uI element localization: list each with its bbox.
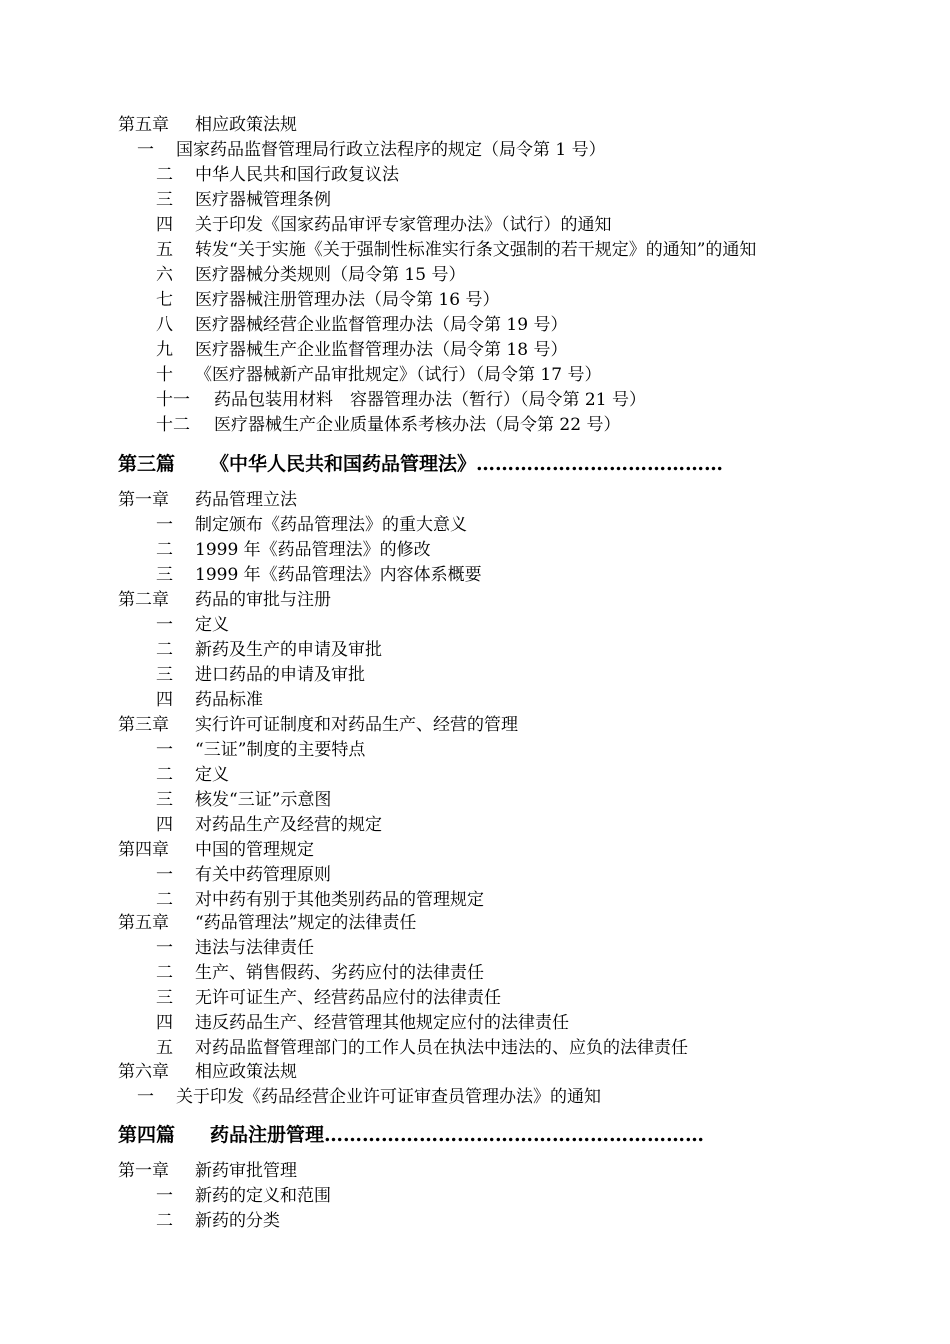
item-number: 一 [156,1186,173,1206]
item-text: 1999 年《药品管理法》的修改 [195,540,431,560]
item-number: 七 [156,290,173,310]
item-number: 四 [156,690,173,710]
item-number: 一 [156,615,173,635]
item-text: 新药的定义和范围 [195,1186,331,1206]
part-number: 第四篇 [118,1124,176,1146]
item-number: 四 [156,815,173,835]
item-number: 二 [156,963,173,983]
chapter-number: 第一章 [118,1161,169,1181]
chapter-title: 药品的审批与注册 [195,590,331,610]
item-text: 违反药品生产、经营管理其他规定应付的法律责任 [195,1013,569,1033]
item-number: 一 [137,1087,154,1107]
item-number: 三 [156,565,173,585]
item-number: 八 [156,315,173,335]
item-number: 一 [137,140,154,160]
item-text: 药品标准 [195,690,263,710]
item-text: 进口药品的申请及审批 [195,665,365,685]
item-text: 国家药品监督管理局行政立法程序的规定（局令第 1 号） [176,140,606,160]
item-text: 对药品生产及经营的规定 [195,815,382,835]
item-number: 四 [156,1013,173,1033]
item-number: 一 [156,515,173,535]
chapter-number: 第五章 [118,115,169,135]
item-text: 转发“关于实施《关于强制性标准实行条文强制的若干规定》的通知”的通知 [195,240,757,260]
item-text: 《医疗器械新产品审批规定》（试行）（局令第 17 号） [195,365,602,385]
item-number: 二 [156,890,173,910]
item-number: 十 [156,365,173,385]
chapter-title: 药品管理立法 [195,490,297,510]
item-number: 三 [156,665,173,685]
item-text: 药品包装用材料 容器管理办法（暂行）（局令第 21 号） [214,390,646,410]
item-text: 定义 [195,615,229,635]
item-number: 十二 [156,415,190,435]
item-text: 医疗器械注册管理办法（局令第 16 号） [195,290,500,310]
chapter-title: 实行许可证制度和对药品生产、经营的管理 [195,715,518,735]
item-text: 关于印发《药品经营企业许可证审查员管理办法》的通知 [176,1087,601,1107]
item-text: 1999 年《药品管理法》内容体系概要 [195,565,482,585]
item-number: 一 [156,938,173,958]
item-text: 生产、销售假药、劣药应付的法律责任 [195,963,484,983]
item-text: 新药及生产的申请及审批 [195,640,382,660]
item-number: 三 [156,988,173,1008]
item-number: 二 [156,765,173,785]
item-text: 中华人民共和国行政复议法 [195,165,399,185]
item-number: 二 [156,165,173,185]
chapter-title: 新药审批管理 [195,1161,297,1181]
chapter-number: 第一章 [118,490,169,510]
item-text: 医疗器械管理条例 [195,190,331,210]
item-text: 医疗器械生产企业监督管理办法（局令第 18 号） [195,340,568,360]
item-number: 一 [156,740,173,760]
item-text: 制定颁布《药品管理法》的重大意义 [195,515,467,535]
item-text: 医疗器械分类规则（局令第 15 号） [195,265,466,285]
item-number: 十一 [156,390,190,410]
item-text: 医疗器械生产企业质量体系考核办法（局令第 22 号） [214,415,621,435]
chapter-number: 第六章 [118,1062,169,1082]
item-text: 医疗器械经营企业监督管理办法（局令第 19 号） [195,315,568,335]
item-text: 新药的分类 [195,1211,280,1231]
item-number: 五 [156,240,173,260]
item-text: 定义 [195,765,229,785]
item-number: 三 [156,190,173,210]
part-number: 第三篇 [118,453,176,475]
part-title: 《中华人民共和国药品管理法》………………………………… [210,453,724,475]
chapter-title: 中国的管理规定 [195,840,314,860]
chapter-number: 第四章 [118,840,169,860]
chapter-number: 第二章 [118,590,169,610]
item-number: 二 [156,540,173,560]
item-text: 无许可证生产、经营药品应付的法律责任 [195,988,501,1008]
item-number: 四 [156,215,173,235]
item-text: 有关中药管理原则 [195,865,331,885]
item-number: 九 [156,340,173,360]
item-text: 关于印发《国家药品审评专家管理办法》（试行）的通知 [195,215,612,235]
item-text: 违法与法律责任 [195,938,314,958]
chapter-title: 相应政策法规 [195,1062,297,1082]
chapter-title: 相应政策法规 [195,115,297,135]
item-number: 二 [156,1211,173,1231]
item-number: 三 [156,790,173,810]
chapter-number: 第五章 [118,913,169,933]
part-title: 药品注册管理…………………………………………………… [210,1124,705,1146]
item-text: 对药品监督管理部门的工作人员在执法中违法的、应负的法律责任 [195,1038,688,1058]
item-number: 五 [156,1038,173,1058]
item-number: 一 [156,865,173,885]
item-number: 六 [156,265,173,285]
item-number: 二 [156,640,173,660]
item-text: 核发“三证”示意图 [195,790,332,810]
item-text: 对中药有别于其他类别药品的管理规定 [195,890,484,910]
item-text: “三证”制度的主要特点 [195,740,366,760]
chapter-number: 第三章 [118,715,169,735]
chapter-title: “药品管理法”规定的法律责任 [195,913,417,933]
